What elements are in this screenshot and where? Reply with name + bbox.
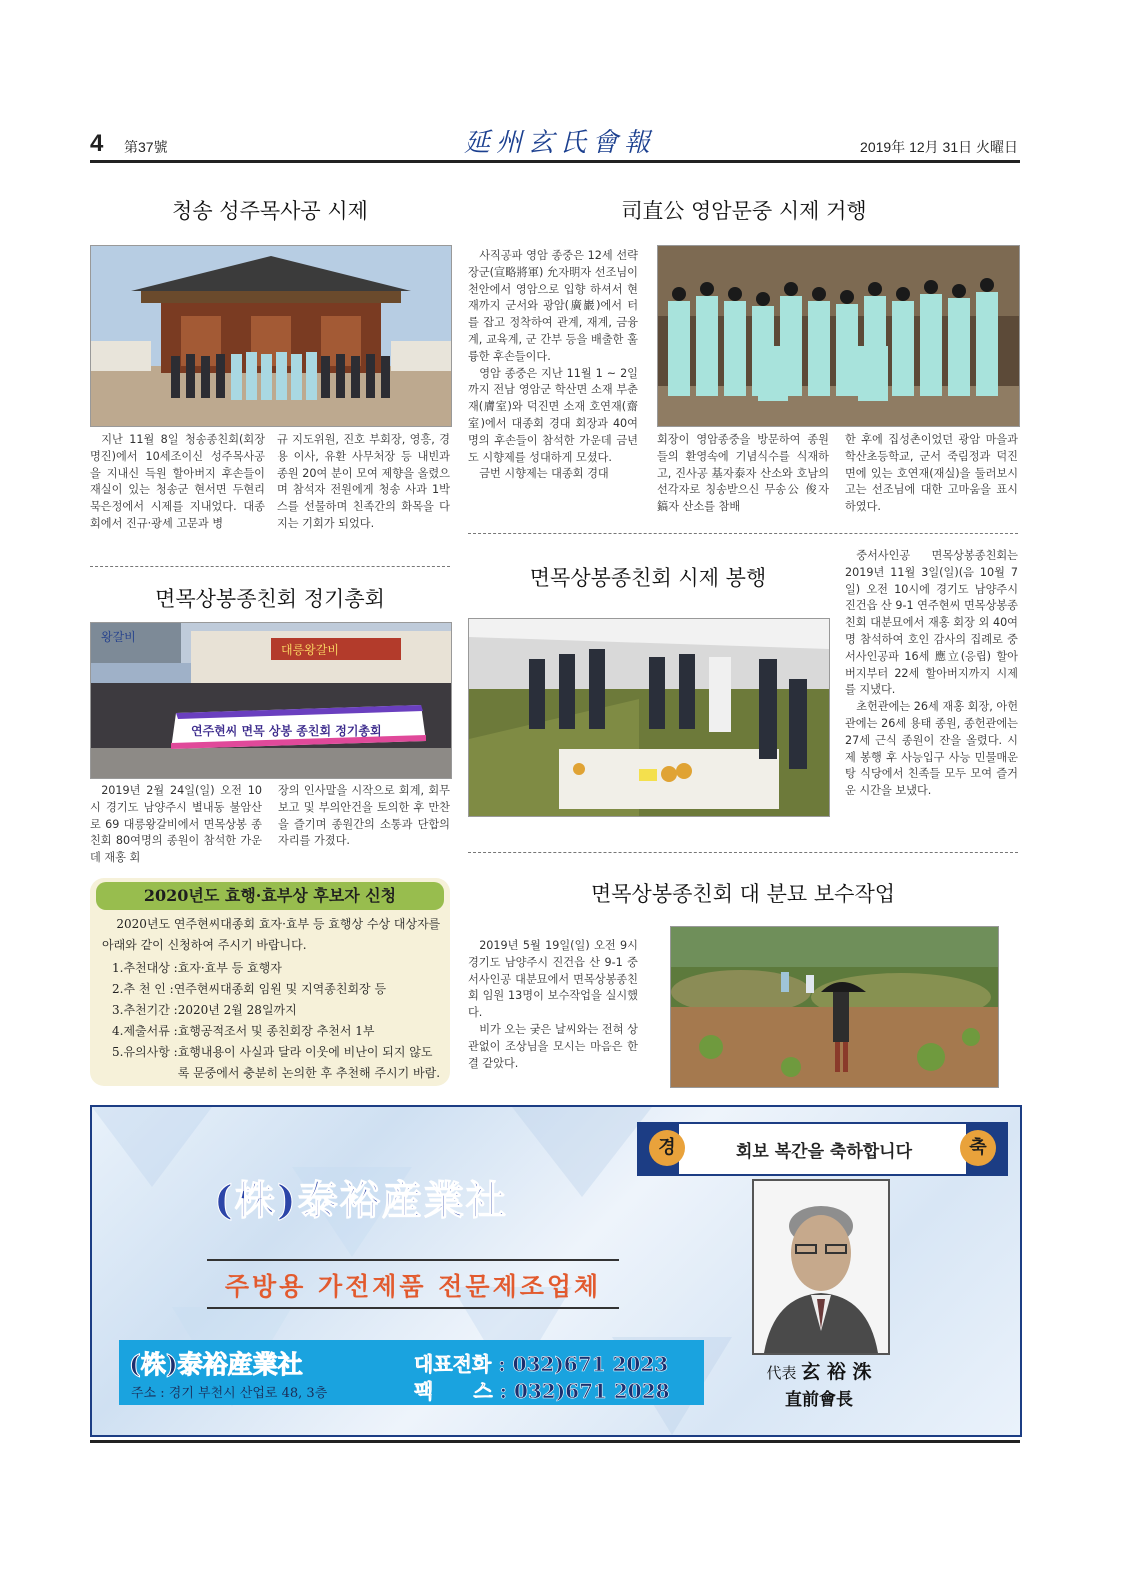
section-divider xyxy=(468,533,1018,534)
tagline-rule-top xyxy=(207,1259,619,1261)
sign-text: 왕갈비 xyxy=(101,630,136,644)
section-divider xyxy=(90,566,450,567)
company-name-small: (株)泰裕産業社 xyxy=(129,1350,303,1379)
notice-intro: 2020년도 연주현씨대종회 효자·효부 등 효행상 수상 대상자를 아래와 같이 신청하여 주시기 바랍니다. xyxy=(102,917,441,952)
article-text-col: 회장이 영암종중을 방문하여 종원들의 환영속에 기념식수를 식재하고, 진사공 基자泰자 산소와 호남의 선각자로 칭송받으신 무송公 俊자 鎬자 산소를 참배 xyxy=(657,433,829,514)
notice-box xyxy=(90,878,450,1086)
article-title: 청송 성주목사공 시제 xyxy=(172,199,368,223)
company-address: 주소 : 경기 부천시 산업로 48, 3층 xyxy=(131,1386,328,1401)
tagline-rule-bottom xyxy=(207,1307,619,1309)
article-text-col: 규 지도위원, 진호 부회장, 영흥, 경용 이사, 유환 사무처장 등 내빈과 종원 20여 분이 모여 제향을 올렸으며 참석자 전원에게 청송 사과 1박스를 선물하며 친족간의 화목을 다지는 기회가 되었다. xyxy=(277,433,450,530)
article-text-col: 한 후에 집성촌이었던 광암 마을과 학산초등학교, 군서 죽림정과 덕진면에 있는 호연재(재실)을 둘러보시고는 선조님에 대한 고마움을 표시하였다. xyxy=(845,433,1018,514)
photo-tomb-repair xyxy=(670,926,999,1088)
article-text-col: 사직공파 영암 종중은 12세 선략장군(宣略將軍) 允자明자 선조님이 천안에서 영암으로 입향 하셔서 현재까지 군서와 광암(廣巖)에서 터를 잡고 정착하여 관계, 재계, 금융계, 교육계, 군 간부 등을 배출한 훌륭한 후손들이다. 영암 종중은 지난 11월 1 ~ 2일까지 전남 영암군 학산면 소재 부춘재(膚室)와 덕진면 소재 호연재(齋室)에서 대종회 경대 회장과 40여명의 후손들이 참석한 가운데 금년도 시향제를 성대하게 모셨다. 금번 시향제는 대종회 경대 xyxy=(468,249,638,481)
sign-text: 대릉왕갈비 xyxy=(281,643,339,657)
article-title: 면목상봉종친회 대 분묘 보수작업 xyxy=(590,882,896,906)
section-divider xyxy=(468,852,1018,853)
company-name: (株)泰裕産業社 xyxy=(214,1177,508,1224)
photo-hanbok-group xyxy=(657,245,1020,427)
advertisement xyxy=(90,1105,1022,1437)
photo-ancestral-rite xyxy=(468,618,830,817)
article-title: 면목상봉종친회 시제 봉행 xyxy=(529,566,767,590)
contact-bar xyxy=(119,1340,704,1405)
photo-shrine-gathering xyxy=(90,245,452,427)
article-text-col: 중서사인공 면목상봉종친회는 2019년 11월 3일(일)(음 10월 7일) 오전 10시에 경기도 남양주시 진건읍 산 9-1 연주현씨 면목상봉종친회 대분묘에서 재홍 회장 외 40여명 참석하여 호인 감사의 집례로 중서사인공파 16세 應立(응립) 할아버지부터 22세 할아버지까지 시제를 지냈다. 초헌관에는 26세 재홍 회장, 아헌관에는 26세 용태 종원, 종헌관에는 27세 근식 종원이 잔을 올렸다. 시제 봉행 후 사능입구 사능 민물매운탕 식당에서 친족들 모두 모여 즐거운 시간을 보냈다. xyxy=(845,549,1018,798)
article-title: 면목상봉종친회 정기총회 xyxy=(155,587,385,611)
congrats-text: 회보 복간을 축하합니다 xyxy=(735,1142,913,1162)
notice-item: 1.추천대상 :효자·효부 등 효행자 xyxy=(112,961,282,975)
notice-item: 3.추천기간 :2020년 2월 28일까지 xyxy=(112,1003,297,1017)
article-text-col: 2019년 2월 24일(일) 오전 10시 경기도 남양주시 별내동 불암산로 69 대릉왕갈비에서 면목상봉 종친회 80여명의 종원이 참석한 가운데 재홍 회 xyxy=(90,784,262,865)
company-tagline: 주방용 가전제품 전문제조업체 xyxy=(224,1272,602,1301)
header-rule xyxy=(90,160,1020,163)
congrats-banner xyxy=(637,1122,1008,1176)
page-number: 4 xyxy=(90,130,104,157)
article-text-col: 장의 인사말을 시작으로 회계, 회무 보고 및 부의안건을 토의한 후 만찬을 즐기며 종원간의 소통과 단합의 자리를 가졌다. xyxy=(278,784,450,848)
portrait-photo xyxy=(752,1179,890,1355)
notice-item: 2.추 천 인 :연주현씨대종회 임원 및 지역종친회장 등 xyxy=(112,982,387,996)
person-name-line xyxy=(752,1357,886,1384)
article-title: 司直公 영암문중 시제 거행 xyxy=(621,199,867,223)
notice-title: 2020년도 효행·효부상 후보자 신청 xyxy=(96,882,444,910)
notice-item: 5.유의사항 : 효행내용이 사실과 달라 이웃에 비난이 되지 않도록 문중에서 충분히 논의한 후 추천해 주시기 바람. xyxy=(112,1045,441,1080)
congrats-left-badge: 경 xyxy=(649,1130,685,1166)
person-title: 代表 xyxy=(766,1364,797,1382)
issue-date: 2019年 12月 31日 火曜日 xyxy=(860,139,1018,155)
person-role: 直前會長 xyxy=(785,1390,853,1410)
photo-general-meeting xyxy=(90,622,452,779)
person-name: 玄 裕 洙 xyxy=(801,1361,872,1383)
article-text-col: 2019년 5월 19일(일) 오전 9시 경기도 남양주시 진건읍 산 9-1 중서사인공 대분묘에서 면목상봉종친회 임원 13명이 보수작업을 실시했다. 비가 오는 궂은 날씨와는 전혀 상관없이 조상님을 모시는 마음은 한결 같았다. xyxy=(468,939,638,1070)
congrats-right-badge: 축 xyxy=(960,1130,996,1166)
banner-text: 연주현씨 면목 상봉 종친회 정기총회 xyxy=(191,724,382,738)
company-phone: 대표전화 : 032)671 2023 xyxy=(414,1352,669,1376)
issue-number: 第37號 xyxy=(124,139,168,155)
company-fax: 팩 스 : 032)671 2028 xyxy=(414,1379,670,1403)
masthead-title: 延州玄氏會報 xyxy=(463,128,656,158)
article-text-col: 지난 11월 8일 청송종친회(회장 명진)에서 10세조이신 성주목사공을 지내신 득원 할아버지 후손들이 재실이 있는 청송군 현서면 두현리 묵은정에서 시제를 지내었다. 대종회에서 진규·광세 고문과 병 xyxy=(90,433,265,530)
notice-list xyxy=(112,958,442,1084)
notice-item: 4.제출서류 :효행공적조서 및 종친회장 추천서 1부 xyxy=(112,1024,375,1038)
footer-rule xyxy=(90,1440,1020,1443)
